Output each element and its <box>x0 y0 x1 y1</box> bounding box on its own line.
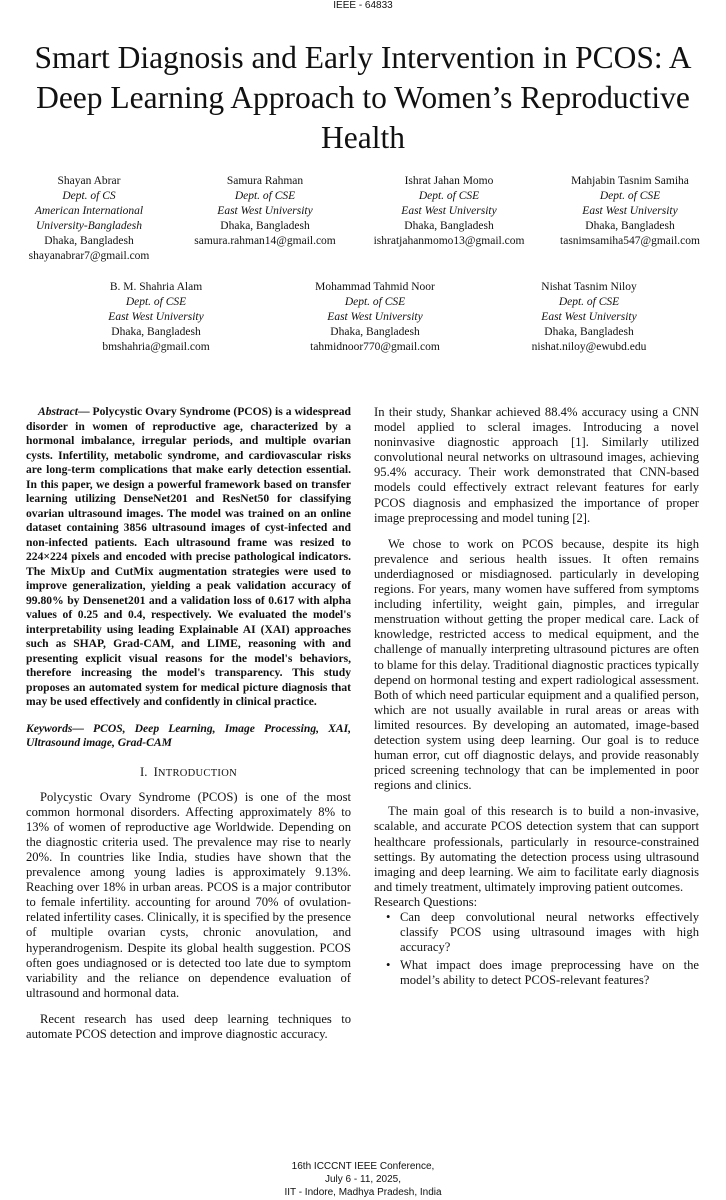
paragraph: Polycystic Ovary Syndrome (PCOS) is one of the most common hormonal disorders. Affecting approximately 8% to 13% of women of reproductive age Worldwide. Depending on the diagnostic criteria used. The prevalence may rise to nearly 20%. In countries like India, studies have shown that the prevalence among young ladies is approximately 9.13%. Reaching over 18% in urban areas. PCOS is a major contributor to female infertility. accounting for around 70% of ovulation-related infertility cases. Clinically, it is specified by the presence of multiple ovarian cysts, chronic anovulation, and hyperandrogenism. Despite its global health suggestion. PCOS often goes undiagnosed or is detected too late due to symptom variability and the reliance on dependence evaluation of ultrasound and hormonal data. <box>26 789 351 1000</box>
author-block <box>358 174 540 249</box>
author-email: tasnimsamiha547@gmail.com <box>560 235 700 247</box>
section-number: I. <box>140 764 148 779</box>
paragraph: The main goal of this research is to build a non-invasive, scalable, and accurate PCOS detection system that can support healthcare professionals, particularly in resource-constrained settings. By automating the detection process using ultrasound imaging and deep learning. We aim to facilitate early diagnosis and timely treatment, ultimately improving patient outcomes. <box>374 804 699 894</box>
author-block <box>76 280 236 355</box>
conference-footer <box>0 1160 726 1199</box>
section-initial: I <box>153 764 158 779</box>
author-location: Dhaka, Bangladesh <box>585 220 675 232</box>
section-title-rest: NTRODUCTION <box>157 767 237 779</box>
author-location: Dhaka, Bangladesh <box>111 326 201 338</box>
section-heading <box>26 765 351 781</box>
author-location: Dhaka, Bangladesh <box>220 220 310 232</box>
author-location: Dhaka, Bangladesh <box>544 326 634 338</box>
research-questions-heading: Research Questions: <box>374 894 478 909</box>
author-name: Shayan Abrar <box>57 175 121 187</box>
footer-line: July 6 - 11, 2025, <box>325 1174 401 1185</box>
author-name: Mahjabin Tasnim Samiha <box>571 175 689 187</box>
author-dept: Dept. of CSE <box>234 190 296 202</box>
list-item <box>386 958 699 988</box>
author-name: Ishrat Jahan Momo <box>404 175 494 187</box>
paragraph: Recent research has used deep learning techniques to automate PCOS detection and improve diagnostic accuracy. <box>26 1011 351 1041</box>
author-block <box>544 174 716 249</box>
author-affiliation: East West University <box>108 311 204 323</box>
author-affiliation: American International University-Bangladesh <box>34 205 144 232</box>
author-dept: Dept. of CSE <box>344 296 406 308</box>
paragraph: We chose to work on PCOS because, despite its high prevalence and serious health issues. It often remains underdiagnosed or misdiagnosed. particularly in developing regions. For years, many women have suffered from symptoms including infertility, weight gain, pimples, and irregular menstruation without getting the proper medical care. Lack of knowledge, restricted access to medical equipment, and the challenge of manually interpreting ultrasound pictures are often to blame for this delay. Traditional diagnostic practices typically depend on hormonal testing and expert radiological assessment. Both of which need particular equipment and a qualified person, which are not usually available in rural areas or areas with limited resources. By developing an automated, image-based detection system using deep learning. Our goal is to reduce human error, cut off diagnostic delays, and provide reasonably priced screening technology that can be implemented in poor regions and clinics. <box>374 536 699 793</box>
author-dept: Dept. of CSE <box>558 296 620 308</box>
author-location: Dhaka, Bangladesh <box>404 220 494 232</box>
list-item <box>386 910 699 955</box>
author-name: B. M. Shahria Alam <box>109 281 203 293</box>
right-column <box>374 405 699 991</box>
author-affiliation: East West University <box>541 311 637 323</box>
running-header: IEEE - 64833 <box>333 0 393 11</box>
author-affiliation: East West University <box>582 205 678 217</box>
author-block <box>290 280 460 355</box>
research-questions-list <box>374 910 699 988</box>
author-name: Nishat Tasnim Niloy <box>541 281 637 293</box>
author-email: shayanabrar7@gmail.com <box>28 250 150 262</box>
author-block <box>504 280 674 355</box>
author-location: Dhaka, Bangladesh <box>330 326 420 338</box>
abstract <box>26 405 351 710</box>
author-email: ishratjahanmomo13@gmail.com <box>373 235 525 247</box>
research-question: What impact does image preprocessing have on the model’s ability to detect PCOS-relevant features? <box>400 958 699 988</box>
bullet-icon: • <box>386 958 391 973</box>
author-block <box>181 174 349 249</box>
author-dept: Dept. of CS <box>62 190 116 202</box>
abstract-text: — Polycystic Ovary Syndrome (PCOS) is a widespread disorder in women of reproductive age, characterized by a hormonal imbalance, irregular periods, and multiple ovarian cysts. Infertility, metabolic syndrome, and cardiovascular risks are long-term complications that make early detection essential. In this paper, we design a powerful framework based on transfer learning utilizing DenseNet201 and ResNet50 for classifying ovarian ultrasound images. The model was trained on an online dataset containing 3856 ultrasound images of cyst-infected and non-infected patients. Each ultrasound frame was resized to 224×224 pixels and encoded with precise pathological indicators. The MixUp and CutMix augmentation strategies were used to improve generalization, yielding a peak validation accuracy of 99.80% by Densenet201 and a validation loss of 0.617 with alpha values of 0.25 and 0.4, respectively. We evaluated the model's interpretability using leading Explainable AI (XAI) approaches such as SHAP, Grad-CAM, and LIME, reasoning with and presenting explicit visual reasons for the model's behaviors, therefore increasing the model's transparency. This study proposes an automated system for medical picture diagnosis that may be used effectively and confidently in clinical practice. <box>26 405 351 708</box>
author-email: bmshahria@gmail.com <box>102 341 210 353</box>
author-dept: Dept. of CSE <box>599 190 661 202</box>
author-email: samura.rahman14@gmail.com <box>194 235 336 247</box>
paragraph: In their study, Shankar achieved 88.4% accuracy using a CNN model applied to scleral images. Introducing a novel noninvasive diagnostic approach [1]. Similarly utilized convolutional neural networks on ultrasound images, achieving 95.4% accuracy. Their work demonstrated that CNN-based models could effectively extract relevant features for early PCOS diagnosis and emphasized the importance of proper image preprocessing and model tuning [2]. <box>374 405 699 525</box>
footer-line: IIT - Indore, Madhya Pradesh, India <box>284 1187 442 1198</box>
author-dept: Dept. of CSE <box>418 190 480 202</box>
author-name: Samura Rahman <box>226 175 304 187</box>
author-location: Dhaka, Bangladesh <box>44 235 134 247</box>
author-block <box>14 174 164 264</box>
author-affiliation: East West University <box>401 205 497 217</box>
footer-line: 16th ICCCNT IEEE Conference, <box>291 1161 435 1172</box>
author-email: tahmidnoor770@gmail.com <box>310 341 440 353</box>
author-affiliation: East West University <box>327 311 423 323</box>
author-dept: Dept. of CSE <box>125 296 187 308</box>
abstract-label: Abstract <box>38 405 78 418</box>
bullet-icon: • <box>386 910 391 924</box>
paper-title: Smart Diagnosis and Early Intervention in PCOS: A Deep Learning Approach to Women’s Reproductive Health <box>34 40 692 155</box>
author-affiliation: East West University <box>217 205 313 217</box>
author-name: Mohammad Tahmid Noor <box>315 281 435 293</box>
research-question: Can deep convolutional neural networks effectively classify PCOS using ultrasound images with high accuracy? <box>400 910 699 955</box>
keywords: Keywords— PCOS, Deep Learning, Image Processing, XAI, Ultrasound image, Grad-CAM <box>26 721 351 749</box>
left-column <box>26 405 351 1042</box>
author-email: nishat.niloy@ewubd.edu <box>531 341 647 353</box>
